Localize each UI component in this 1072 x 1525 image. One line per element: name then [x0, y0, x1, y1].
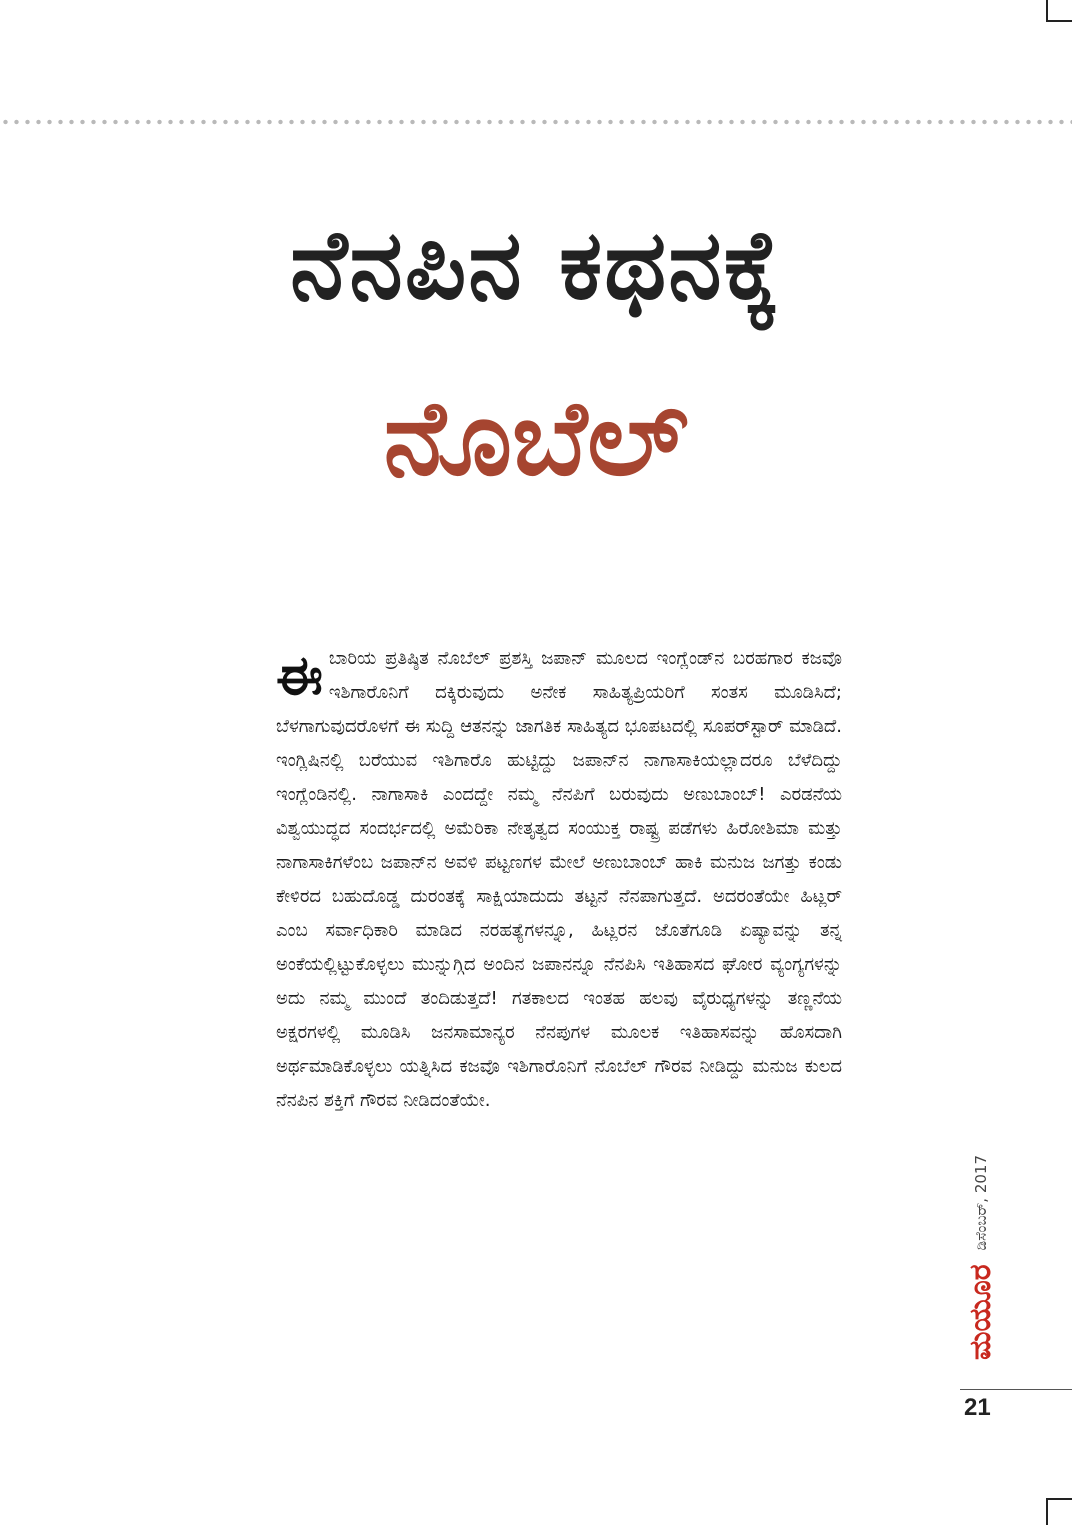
page-number: 21 — [964, 1394, 991, 1421]
article-text: ಬಾರಿಯ ಪ್ರತಿಷ್ಠಿತ ನೊಬೆಲ್ ಪ್ರಶಸ್ತಿ ಜಪಾನ್ ಮೂಲದ ಇಂಗ್ಲೆಂಡ್‌ನ ಬರಹಗಾರ ಕಜವೊ ಇಶಿಗಾರೊನಿಗೆ ದಕ್ಕಿರುವುದು ಅನೇಕ ಸಾಹಿತ್ಯಪ್ರಿಯರಿಗೆ ಸಂತಸ ಮೂಡಿಸಿದೆ; ಬೆಳಗಾಗುವುದರೊಳಗೆ ಈ ಸುದ್ದಿ ಆತನನ್ನು ಜಾಗತಿಕ ಸಾಹಿತ್ಯದ ಭೂಪಟದಲ್ಲಿ ಸೂಪರ್‌ಸ್ಟಾರ್ ಮಾಡಿದೆ. ಇಂಗ್ಲಿಷಿನಲ್ಲಿ ಬರೆಯುವ ಇಶಿಗಾರೊ ಹುಟ್ಟಿದ್ದು ಜಪಾನ್‌ನ ನಾಗಾಸಾಕಿಯಲ್ಲಾದರೂ ಬೆಳೆದಿದ್ದು ಇಂಗ್ಲೆಂಡಿನಲ್ಲಿ. ನಾಗಾಸಾಕಿ ಎಂದದ್ದೇ ನಮ್ಮ ನೆನಪಿಗೆ ಬರುವುದು ಅಣುಬಾಂಬ್! ಎರಡನೆಯ ವಿಶ್ವಯುದ್ಧದ ಸಂದರ್ಭದಲ್ಲಿ ಅಮೆರಿಕಾ ನೇತೃತ್ವದ ಸಂಯುಕ್ತ ರಾಷ್ಟ್ರ ಪಡೆಗಳು ಹಿರೋಶಿಮಾ ಮತ್ತು ನಾಗಾಸಾಕಿಗಳೆಂಬ ಜಪಾನ್‌ನ ಅವಳಿ ಪಟ್ಟಣಗಳ ಮೇಲೆ ಅಣುಬಾಂಬ್ ಹಾಕಿ ಮನುಜ ಜಗತ್ತು ಕಂಡು ಕೇಳಿರದ ಬಹುದೊಡ್ಡ ದುರಂತಕ್ಕೆ ಸಾಕ್ಷಿಯಾದುದು ತಟ್ಟನೆ ನೆನಪಾಗುತ್ತದೆ. ಅದರಂತೆಯೇ ಹಿಟ್ಲರ್ ಎಂಬ ಸರ್ವಾಧಿಕಾರಿ ಮಾಡಿದ ನರಹತ್ಯೆಗಳನ್ನೂ, ಹಿಟ್ಲರನ ಜೊತೆಗೂಡಿ ಏಷ್ಯಾವನ್ನು ತನ್ನ ಅಂಕೆಯಲ್ಲಿಟ್ಟುಕೊಳ್ಳಲು ಮುನ್ನುಗ್ಗಿದ ಅಂದಿನ ಜಪಾನನ್ನೂ ನೆನಪಿಸಿ ಇತಿಹಾಸದ ಘೋರ ವ್ಯಂಗ್ಯಗಳನ್ನು ಅದು ನಮ್ಮ ಮುಂದೆ ತಂದಿಡುತ್ತದೆ! ಗತಕಾಲದ ಇಂತಹ ಹಲವು ವೈರುಧ್ಯಗಳನ್ನು ತಣ್ಣನೆಯ ಅಕ್ಷರಗಳಲ್ಲಿ ಮೂಡಿಸಿ ಜನಸಾಮಾನ್ಯರ ನೆನಪುಗಳ ಮೂಲಕ ಇತಿಹಾಸವನ್ನು ಹೊಸದಾಗಿ ಅರ್ಥಮಾಡಿಕೊಳ್ಳಲು ಯತ್ನಿಸಿದ ಕಜವೊ ಇಶಿಗಾರೊನಿಗೆ ನೊಬೆಲ್ ಗೌರವ ನೀಡಿದ್ದು ಮನುಜ ಕುಲದ ನೆನಪಿನ ಶಕ್ತಿಗೆ ಗೌರವ ನೀಡಿದಂತೆಯೇ. — [276, 648, 842, 1111]
article-body — [276, 642, 842, 1118]
crop-mark-bottom — [1046, 1498, 1072, 1525]
crop-mark-top — [1046, 0, 1072, 22]
issue-date: ಡಿಸೆಂಬರ್, 2017 — [972, 1155, 990, 1251]
headline-line-1: ನೆನಪಿನ ಕಥನಕ್ಕೆ — [290, 209, 782, 321]
magazine-masthead-vertical — [964, 1155, 998, 1360]
page-number-rule — [960, 1389, 1072, 1390]
headline-line-2: ನೊಬೆಲ್ — [383, 377, 689, 499]
magazine-logo: ಮಯೂರ — [963, 1264, 998, 1360]
dotted-divider — [0, 119, 1072, 125]
drop-cap: ಈ — [276, 644, 323, 707]
